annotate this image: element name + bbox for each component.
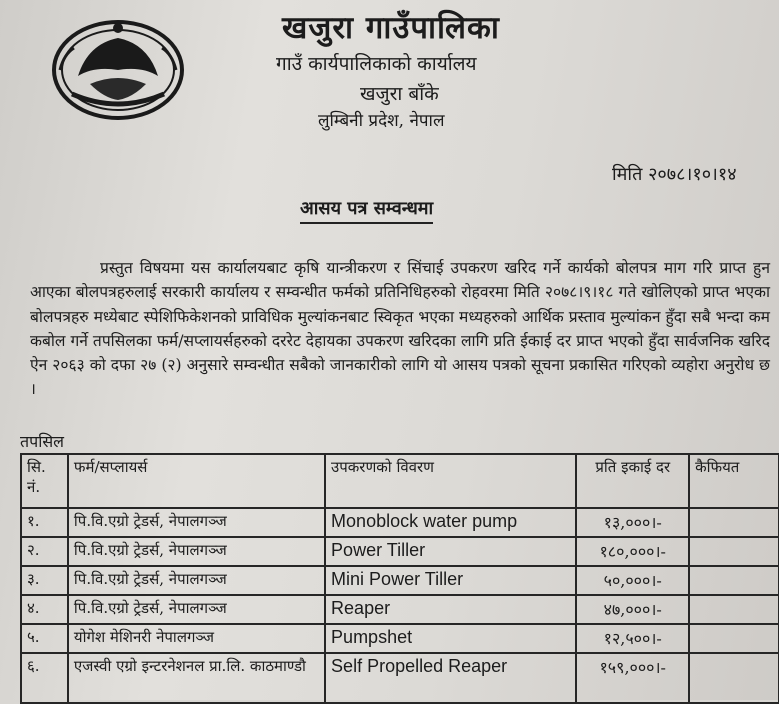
cell-item: Reaper xyxy=(325,595,576,624)
letter-body: प्रस्तुत विषयमा यस कार्यालयबाट कृषि यान्त्रीकरण र सिंचाई उपकरण खरिद गर्ने कार्यको बोलपत्र माग गरि प्राप्त हुन आएका बोलपत्रहरुलाई सरकारी कार्यालय र सम्वन्धीत फर्मको प्रतिनिधिहरुको रोहवरमा मिति २०७८।९।१८ गते खोलिएको प्राप्त भएका बोलपत्रहरु मध्येबाट स्पेशिफिकेशनको प्राविधिक मुल्यांकनबाट स्विकृत भएका मध्यहरुको आर्थिक प्रस्ताव मुल्यांकन हुँदा सबै भन्दा कम कबोल गर्ने तपसिलका फर्म/सप्लायर्सहरुको दररेट देहायका उपकरण खरिदका लागि प्रति ईकाई दर प्राप्त भएको हुँदा सार्वजनिक खरिद ऐन २०६३ को दफा २७ (२) अनुसारे सम्वन्धीत सबैको जानकारीको लागि यो आसय पत्रको सूचना प्रकासित गरिएको व्यहोरा अनुरोध छ । xyxy=(30,259,770,399)
cell-rate: १८०,०००।- xyxy=(576,537,689,566)
province-name: लुम्बिनी प्रदेश, नेपाल xyxy=(318,111,445,131)
cell-remarks xyxy=(689,653,779,703)
letter-date: मिति २०७८।१०।१४ xyxy=(612,164,737,185)
cell-rate: ४७,०००।- xyxy=(576,595,689,624)
cell-rate: १२,५००।- xyxy=(576,624,689,653)
rates-table xyxy=(20,453,779,704)
cell-firm: पि.वि.एग्रो ट्रेडर्स, नेपालगञ्ज xyxy=(68,508,325,537)
cell-item: Self Propelled Reaper xyxy=(325,653,576,703)
cell-firm: योगेश मेशिनरी नेपालगञ्ज xyxy=(68,624,325,653)
cell-rate: १५९,०००।- xyxy=(576,653,689,703)
header-rate: प्रति इकाई दर xyxy=(576,454,689,508)
cell-item: Power Tiller xyxy=(325,537,576,566)
cell-firm: एजस्वी एग्रो इन्टरनेशनल प्रा.लि. काठमाण्डौ xyxy=(68,653,325,703)
cell-item: Monoblock water pump xyxy=(325,508,576,537)
header-item: उपकरणको विवरण xyxy=(325,454,576,508)
cell-firm: पि.वि.एग्रो ट्रेडर्स, नेपालगञ्ज xyxy=(68,566,325,595)
organization-name: खजुरा गाउँपालिका xyxy=(282,10,500,46)
table-row xyxy=(21,624,779,653)
header-serial: सि. नं. xyxy=(21,454,68,508)
cell-item: Mini Power Tiller xyxy=(325,566,576,595)
table-header-row xyxy=(21,454,779,508)
cell-remarks xyxy=(689,537,779,566)
cell-serial: ५. xyxy=(21,624,68,653)
table-row xyxy=(21,537,779,566)
cell-remarks xyxy=(689,624,779,653)
office-location: खजुरा बाँके xyxy=(360,83,439,105)
office-name: गाउँ कार्यपालिकाको कार्यालय xyxy=(276,53,477,75)
list-title: तपसिल xyxy=(20,432,65,451)
cell-remarks xyxy=(689,566,779,595)
letter-subject: आसय पत्र सम्वन्धमा xyxy=(300,196,433,224)
cell-serial: १. xyxy=(21,508,68,537)
nepal-emblem-icon xyxy=(50,14,186,122)
cell-firm: पि.वि.एग्रो ट्रेडर्स, नेपालगञ्ज xyxy=(68,595,325,624)
cell-serial: २. xyxy=(21,537,68,566)
table-row xyxy=(21,508,779,537)
cell-remarks xyxy=(689,595,779,624)
table-row xyxy=(21,595,779,624)
header-firm: फर्म/सप्लायर्स xyxy=(68,454,325,508)
header-remarks: कैफियत xyxy=(689,454,779,508)
table-row xyxy=(21,653,779,703)
cell-serial: ३. xyxy=(21,566,68,595)
cell-rate: ५०,०००।- xyxy=(576,566,689,595)
cell-serial: ४. xyxy=(21,595,68,624)
table-row xyxy=(21,566,779,595)
cell-item: Pumpshet xyxy=(325,624,576,653)
cell-remarks xyxy=(689,508,779,537)
cell-serial: ६. xyxy=(21,653,68,703)
cell-rate: १३,०००।- xyxy=(576,508,689,537)
cell-firm: पि.वि.एग्रो ट्रेडर्स, नेपालगञ्ज xyxy=(68,537,325,566)
